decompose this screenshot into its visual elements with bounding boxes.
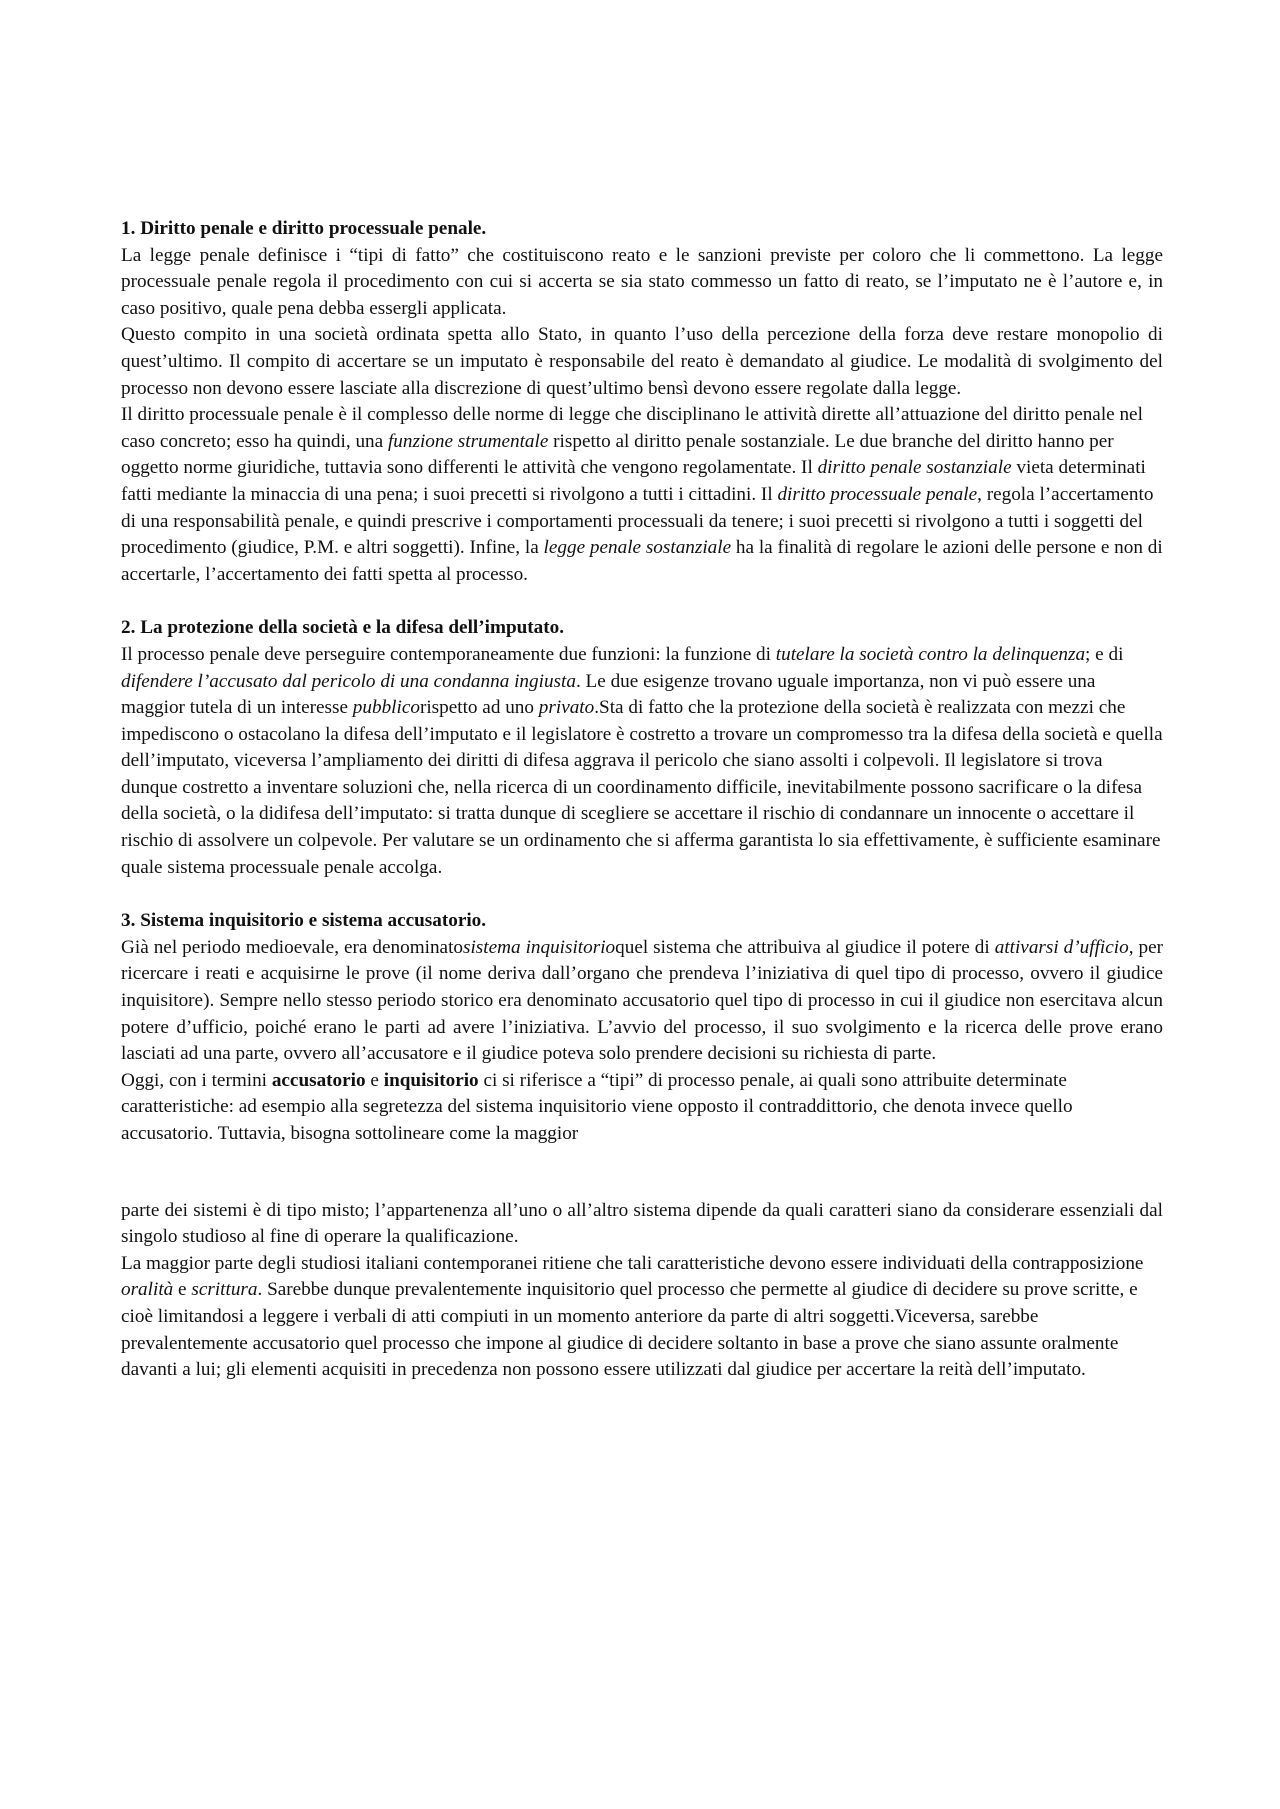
- italic-term: privato: [538, 697, 595, 719]
- paragraph: [121, 1068, 1163, 1148]
- italic-term: diritto processuale penale: [777, 483, 978, 505]
- text-run: rispetto al diritto penale sostanziale. Le due branche del diritto hanno per oggetto norme giuridiche, tuttavia sono differenti le attività che vengono regolamentate. Il: [121, 430, 1114, 479]
- italic-term: diritto penale sostanziale: [817, 457, 1012, 479]
- text-run: Il processo penale deve perseguire contemporaneamente due funzioni: la funzione di: [121, 643, 776, 665]
- section-3: [121, 908, 1163, 1384]
- paragraph: Questo compito in una società ordinata spetta allo Stato, in quanto l’uso della percezione della forza deve restare monopolio di quest’ultimo. Il compito di accertare se un imputato è responsabile del reato è demandato al giudice. Le modalità di svolgimento del processo non devono essere lasciate alla discrezione di quest’ultimo bensì devono essere regolate dalla legge.: [121, 324, 1163, 399]
- italic-term: sistema inquisitorio: [463, 936, 616, 958]
- bold-term: accusatorio: [271, 1069, 366, 1091]
- text-run: e: [173, 1279, 192, 1301]
- paragraph: parte dei sistemi è di tipo misto; l’appartenenza all’uno o all’altro sistema dipende da quali caratteri siano da considerare essenziali dal singolo studioso al fine di operare la qualificazione.: [121, 1199, 1163, 1248]
- page-break-gap: [121, 1148, 1163, 1198]
- paragraph: [121, 642, 1163, 881]
- italic-term: pubblico: [352, 697, 420, 719]
- paragraph: [121, 1251, 1163, 1384]
- section-heading: 1. Diritto penale e diritto processuale penale.: [121, 218, 487, 239]
- text-run: vieta determinati fatti mediante la minaccia di una pena; i suoi precetti si rivolgono a tutti i cittadini. Il: [121, 457, 1146, 505]
- italic-term: funzione strumentale: [387, 430, 549, 452]
- text-run: Oggi, con i termini: [121, 1069, 272, 1091]
- section-2: [121, 615, 1163, 881]
- text-run: Il diritto processuale penale è il complesso delle norme di legge che disciplinano le attività dirette all’attuazione del diritto penale nel caso concreto; esso ha quindi, una: [121, 404, 1143, 452]
- text-run: rispetto ad uno: [419, 697, 539, 719]
- italic-term: legge penale sostanziale: [543, 537, 732, 559]
- text-run: quel sistema che attribuiva al giudice il potere di: [615, 936, 995, 958]
- text-run: Già nel periodo medioevale, era denominato: [121, 936, 463, 958]
- document-page: [121, 216, 1163, 1384]
- italic-term: oralità: [121, 1279, 174, 1301]
- text-run: La maggior parte degli studiosi italiani contemporanei ritiene che tali caratteristiche devono essere individuati della contrapposizione: [121, 1252, 1144, 1274]
- paragraph: La legge penale definisce i “tipi di fatto” che costituiscono reato e le sanzioni previste per coloro che li commettono. La legge processuale penale regola il procedimento con cui si accerta se sia stato commesso un fatto di reato, se l’imputato ne è l’autore e, in caso positivo, quale pena debba essergli applicata.: [121, 244, 1163, 319]
- italic-term: scrittura: [191, 1279, 258, 1301]
- section-heading: 3. Sistema inquisitorio e sistema accusatorio.: [121, 910, 487, 932]
- text-run: e: [365, 1069, 384, 1091]
- text-run: ; e di: [1085, 643, 1124, 665]
- bold-term: inquisitorio: [383, 1069, 479, 1091]
- text-run: . Le due esigenze trovano uguale importanza, non vi può essere una maggior tutela di un interesse: [121, 670, 1096, 719]
- italic-term: attivarsi d’ufficio: [994, 936, 1129, 958]
- text-run: ci si riferisce a “tipi” di processo penale, ai quali sono attribuite determinate caratteristiche: ad esempio alla segretezza del sistema inquisitorio viene opposto il contraddittorio, che denota invece quello accusatorio. Tuttavia, bisogna sottolineare come la maggior: [121, 1069, 1073, 1144]
- text-run: , regola l’accertamento di una responsabilità penale, e quindi prescrive i comportamenti processuali da tenere; i suoi precetti si rivolgono a tutti i soggetti del procedimento (giudice, P.M. e altri soggetti). Infine, la: [121, 483, 1154, 559]
- text-run: , per ricercare i reati e acquisirne le prove (il nome deriva dall’organo che prendeva l’iniziativa di quel tipo di processo, ovvero il giudice inquisitore). Sempre nello stesso periodo storico era denominato accusatorio quel tipo di processo in cui il giudice non esercitava alcun potere d’ufficio, poiché erano le parti ad avere l’iniziativa. L’avvio del processo, il suo svolgimento e la ricerca delle prove erano lasciati ad una parte, ovvero all’accusatore e il giudice poteva solo prendere decisioni su richiesta di parte.: [121, 936, 1163, 1065]
- section-heading: 2. La protezione della società e la difesa dell’imputato.: [121, 617, 565, 639]
- paragraph: [121, 402, 1163, 588]
- paragraph: [121, 935, 1163, 1068]
- italic-term: difendere l’accusato dal pericolo di una condanna ingiusta: [121, 670, 576, 692]
- text-run: .Sta di fatto che la protezione della società è realizzata con mezzi che impediscono o ostacolano la difesa dell’imputato e il legislatore è costretto a trovare un compromesso tra la difesa della società e quella dell’imputato, viceversa l’ampliamento dei diritti di difesa aggrava il pericolo che siano assolti i colpevoli. Il legislatore si trova dunque costretto a inventare soluzioni che, nella ricerca di un coordinamento difficile, inevitabilmente possono sacrificare o la difesa della società, o la didifesa dell’imputato: si tratta dunque di scegliere se accettare il rischio di condannare un innocente o accettare il rischio di assolvere un colpevole. Per valutare se un ordinamento che si afferma garantista lo sia effettivamente, è sufficiente esaminare quale sistema processuale penale accolga.: [121, 697, 1163, 878]
- italic-term: tutelare la società contro la delinquenza: [775, 643, 1086, 665]
- text-run: ha la finalità di regolare le azioni delle persone e non di accertarle, l’accertamento dei fatti spetta al processo.: [121, 537, 1163, 585]
- section-1: [121, 216, 1163, 588]
- text-run: . Sarebbe dunque prevalentemente inquisitorio quel processo che permette al giudice di decidere su prove scritte, e cioè limitandosi a leggere i verbali di atti compiuti in un momento anteriore da parte di altri soggetti.Viceversa, sarebbe prevalentemente accusatorio quel processo che impone al giudice di decidere soltanto in base a prove che siano assunte oralmente davanti a lui; gli elementi acquisiti in precedenza non possono essere utilizzati dal giudice per accertare la reità dell’imputato.: [121, 1279, 1138, 1381]
